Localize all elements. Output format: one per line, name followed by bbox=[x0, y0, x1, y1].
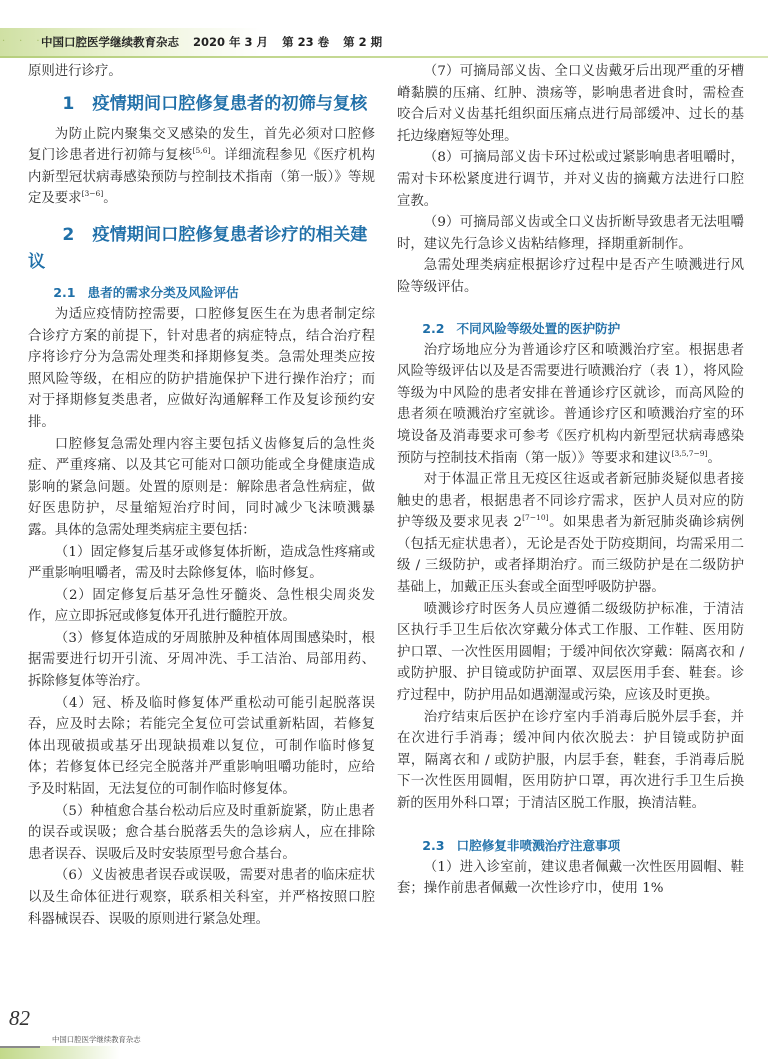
header-date: 2020 年 3 月 bbox=[193, 35, 269, 49]
text: 对于体温正常且无疫区往返或者新冠肺炎疑似患者接触史的患者，根据患者不同诊疗需求，医护人员对应的防护等级及要求见表 2 bbox=[397, 472, 744, 531]
right-column bbox=[397, 61, 744, 900]
subsection-heading-2-3 bbox=[397, 835, 744, 857]
citation-ref: [3,5,7−9] bbox=[671, 448, 708, 458]
paragraph: 为适应疫情防控需要，口腔修复医生在为患者制定综合诊疗方案的前提下，针对患者的病症特点，结合治疗程序将诊疗分为急需处理类和择期修复类。急需处理类应按照风险等级，在相应的防护措施保护下进行操作治疗；而对于择期修复类患者，应做好沟通解释工作及复诊预约安排。 bbox=[28, 306, 375, 430]
list-item: （7）可摘局部义齿、全口义齿戴牙后出现严重的牙槽嵴黏膜的压痛、红肿、溃疡等，影响患者进食时，需检查咬合后对义齿基托组织面压痛点进行局部缓冲、过长的基托边缘磨短等处理。 bbox=[397, 64, 744, 144]
subsection-heading-2-2 bbox=[397, 318, 744, 340]
header-citation bbox=[41, 34, 392, 50]
section-title: 疫情期间口腔修复患者诊疗的相关建议 bbox=[28, 224, 368, 272]
section-heading-2 bbox=[28, 222, 375, 276]
list-item: （8）可摘局部义齿卡环过松或过紧影响患者咀嚼时，需对卡环松紧度进行调节，并对义齿的摘戴方法进行口腔宣教。 bbox=[397, 150, 744, 209]
text: 。如果患者为新冠肺炎确诊病例（包括无症状患者），无论是否处于防疫期间，均需采用二级 / 三级防护，或者择期治疗。而三级防护是在二级防护基础上，加戴正压头套或全面型呼吸防护器。 bbox=[397, 515, 745, 596]
header-dots-decoration: ··· bbox=[2, 36, 54, 47]
list-item: （3）修复体造成的牙周脓肿及种植体周围感染时，根据需要进行切开引流、牙周冲洗、手工洁治、局部用药、拆除修复体等治疗。 bbox=[28, 630, 375, 690]
paragraph: 喷溅诊疗时医务人员应遵循二级级防护标准，于清洁区执行手卫生后依次穿戴分体式工作服、工作鞋、医用防护口罩、一次性医用圆帽；于缓冲间依次穿戴：隔离衣和 / 或防护服、护目镜或防护面罩、双层医用手套、鞋套。诊疗过程中，防护用品如遇潮湿或污染，应该及时更换。 bbox=[397, 601, 744, 704]
text: 。 bbox=[707, 450, 721, 466]
header-volume: 第 23 卷 bbox=[282, 35, 330, 49]
section-heading-1 bbox=[28, 91, 375, 118]
page-number: 82 bbox=[9, 1006, 30, 1030]
header-issue: 第 2 期 bbox=[343, 35, 383, 49]
text: 治疗场地应分为普通诊疗区和喷溅治疗室。根据患者风险等级评估以及是否需要进行喷溅治疗（表 1），将风险等级为中风险的患者安排在普通诊疗区就诊，而高风险的患者须在喷溅治疗室就诊。普通诊疗区和喷溅治疗室的环境设备及消毒要求可参考《医疗机构内新型冠状病毒感染预防与控制技术指南（第一版）》等要求和建议 bbox=[397, 342, 744, 466]
footer-rule bbox=[0, 1046, 40, 1048]
paragraph bbox=[28, 124, 375, 210]
subsection-title: 口腔修复非喷溅治疗注意事项 bbox=[456, 837, 621, 853]
header-rule bbox=[0, 56, 768, 58]
header-journal: 中国口腔医学继续教育杂志 bbox=[41, 35, 179, 49]
subsection-number: 2.3 bbox=[422, 837, 445, 853]
text: 。 bbox=[103, 191, 117, 207]
page-footer bbox=[0, 1004, 768, 1059]
running-header bbox=[0, 28, 768, 58]
citation-ref: [3−6] bbox=[81, 189, 104, 199]
list-item: （1）进入诊室前，建议患者佩戴一次性医用圆帽、鞋套；操作前患者佩戴一次性诊疗巾，使用 1% bbox=[397, 859, 744, 897]
subsection-number: 2.1 bbox=[53, 284, 76, 300]
section-title: 疫情期间口腔修复患者的初筛与复核 bbox=[92, 93, 368, 114]
paragraph: 急需处理类病症根据诊疗过程中是否产生喷溅进行风险等级评估。 bbox=[397, 258, 744, 295]
subsection-title: 不同风险等级处置的医护防护 bbox=[456, 320, 621, 336]
list-item: （2）固定修复后基牙急性牙髓炎、急性根尖周炎发作，应立即拆冠或修复体开孔进行髓腔开放。 bbox=[28, 587, 375, 625]
paragraph: 治疗结束后医护在诊疗室内手消毒后脱外层手套，并在次进行手消毒；缓冲间内依次脱去：护目镜或防护面罩，隔离衣和 / 或防护服，内层手套，鞋套，手消毒后脱下一次性医用圆帽，医用防护口罩，再次进行手卫生后换新的医用外科口罩；于清洁区脱工作服，换清洁鞋。 bbox=[397, 709, 744, 811]
footer-journal: 中国口腔医学继续教育杂志 bbox=[52, 1035, 141, 1044]
list-item: （5）种植愈合基台松动后应及时重新旋紧，防止患者的误吞或误吸；愈合基台脱落丢失的急诊病人，应在排除患者误吞、误吸后及时安装原型号愈合基台。 bbox=[28, 803, 375, 862]
paragraph bbox=[397, 469, 744, 599]
paragraph: 口腔修复急需处理内容主要包括义齿修复后的急性炎症、严重疼痛、以及其它可能对口颌功能或全身健康造成影响的紧急问题。处置的原则是：解除患者急性病症，做好医患防护，尽量缩短治疗时间，同时减少飞沫喷溅暴露。具体的急需处理类病症主要包括： bbox=[28, 436, 375, 538]
list-item: （1）固定修复后基牙或修复体折断，造成急性疼痛或严重影响咀嚼者，需及时去除修复体，临时修复。 bbox=[28, 544, 375, 582]
paragraph bbox=[397, 340, 744, 470]
list-item: （4）冠、桥及临时修复体严重松动可能引起脱落误吞，应及时去除；若能完全复位可尝试重新粘固，若修复体出现破损或基牙出现缺损难以复位，可制作临时修复体；若修复体已经完全脱落并严重影响咀嚼功能时，应给予及时粘固，无法复位的可制作临时修复体。 bbox=[28, 695, 375, 798]
subsection-heading-2-1 bbox=[28, 282, 375, 304]
list-item: （9）可摘局部义齿或全口义齿折断导致患者无法咀嚼时，建议先行急诊义齿粘结修理，择期重新制作。 bbox=[397, 215, 744, 252]
list-item: （6）义齿被患者误吞或误吸，需要对患者的临床症状以及生命体征进行观察，联系相关科室，并严格按照口腔科器械误吞、误吸的原则进行紧急处理。 bbox=[28, 868, 375, 927]
section-number: 1 bbox=[62, 93, 75, 114]
text: 。详细流程参见《医疗机构内新型冠状病毒感染预防与控制技术指南（第一版）》等规定及要求 bbox=[28, 148, 375, 207]
left-column bbox=[28, 61, 375, 930]
citation-ref: [5,6] bbox=[192, 146, 211, 156]
subsection-title: 患者的需求分类及风险评估 bbox=[87, 284, 239, 300]
section-number: 2 bbox=[62, 224, 75, 245]
text: 为防止院内聚集交叉感染的发生，首先必须对口腔修复门诊患者进行初筛与复核 bbox=[28, 126, 375, 164]
paragraph: 原则进行诊疗。 bbox=[28, 64, 122, 79]
subsection-number: 2.2 bbox=[422, 320, 445, 336]
citation-ref: [7−10] bbox=[522, 513, 549, 523]
